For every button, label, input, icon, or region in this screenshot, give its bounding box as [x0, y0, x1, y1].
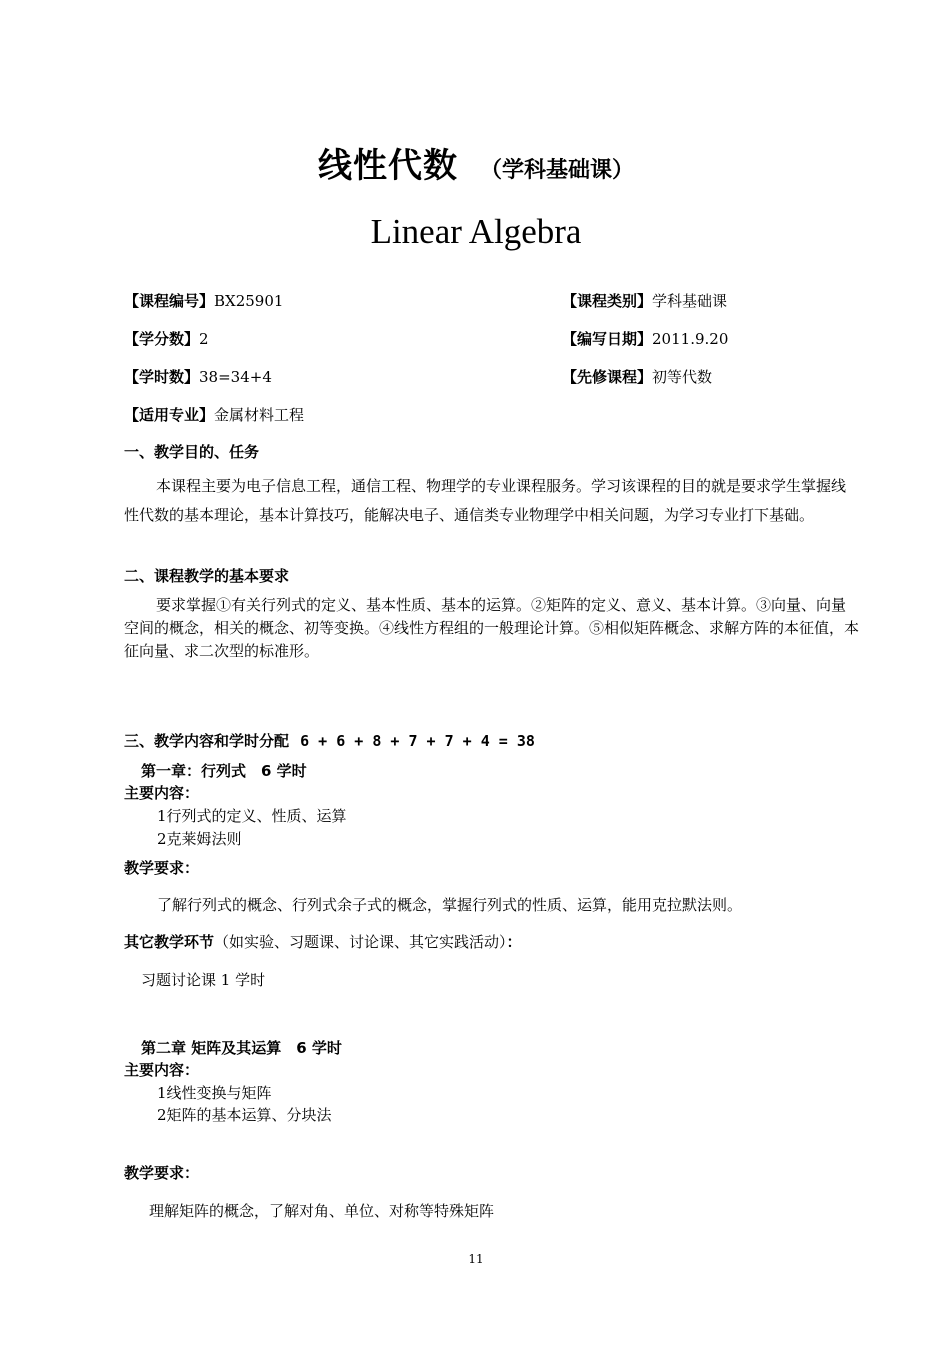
meta-major: [124, 404, 304, 425]
chapter1-content-label: 主要内容：: [124, 784, 200, 802]
chapter1-other-note: （如实验、习题课、讨论课、其它实践活动）: [214, 933, 507, 951]
section3-heading-line: [124, 730, 535, 751]
meta-value: 学科基础课: [652, 292, 728, 310]
meta-value: BX25901: [214, 292, 284, 310]
meta-key: 【学分数】: [124, 330, 200, 348]
chapter2-item: 2矩阵的基本运算、分块法: [157, 1106, 332, 1124]
chapter2-item: 1线性变换与矩阵: [157, 1084, 272, 1102]
chapter1-item: 1行列式的定义、性质、运算: [157, 807, 347, 825]
chapter1-req: 了解行列式的概念、行列式余子式的概念，掌握行列式的性质、运算，能用克拉默法则。: [157, 896, 743, 914]
meta-date: [562, 328, 728, 349]
meta-value: 初等代数: [652, 368, 713, 386]
meta-value: 2: [199, 330, 209, 348]
chapter2-content-label: 主要内容：: [124, 1061, 200, 1079]
meta-key: 【课程类别】: [562, 292, 653, 310]
title-chinese: 线性代数: [317, 146, 458, 186]
meta-credits: [124, 328, 209, 349]
section2-body: 要求掌握①有关行列式的定义、基本性质、基本的运算。②矩阵的定义、意义、基本计算。③向量、向量空间的概念，相关的概念、初等变换。④线性方程组的一般理论计算。⑤相似矩阵概念、求解方阵的本征值，本征向量、求二次型的标准形。: [124, 596, 860, 660]
meta-key: 【课程编号】: [124, 292, 215, 310]
meta-prereq: [562, 366, 712, 387]
title-category: （学科基础课）: [479, 157, 634, 183]
section2-heading: 二、课程教学的基本要求: [124, 567, 290, 585]
chapter1-title: 第一章：行列式 6 学时: [141, 762, 307, 780]
meta-key: 【先修课程】: [562, 368, 653, 386]
meta-value: 38=34+4: [199, 368, 272, 386]
meta-value: 2011.9.20: [652, 330, 729, 348]
meta-key: 【适用专业】: [124, 406, 215, 424]
chapter1-other-label: 其它教学环节: [124, 933, 215, 951]
hours-formula: 6 + 6 + 8 + 7 + 7 + 4 = 38: [300, 732, 535, 750]
chapter1-other-line: [124, 931, 522, 952]
page-number: 11: [468, 1252, 484, 1266]
chapter1-other-text: 习题讨论课 1 学时: [141, 971, 266, 989]
meta-value: 金属材料工程: [214, 406, 305, 424]
chapter1-req-label: 教学要求：: [124, 859, 200, 877]
chapter2-req-label: 教学要求：: [124, 1164, 200, 1182]
chapter1-other-colon: ：: [506, 933, 522, 951]
chapter2-title: 第二章 矩阵及其运算 6 学时: [141, 1039, 342, 1057]
chapter2-req: 理解矩阵的概念，了解对角、单位、对称等特殊矩阵: [149, 1202, 495, 1220]
meta-course-type: [562, 290, 727, 311]
document-title: [0, 138, 952, 187]
meta-key: 【学时数】: [124, 368, 200, 386]
section3-heading: 三、教学内容和学时分配: [124, 732, 290, 750]
section1-heading: 一、教学目的、任务: [124, 443, 260, 461]
title-english: Linear Algebra: [370, 212, 582, 251]
meta-hours: [124, 366, 272, 387]
section1-body: 本课程主要为电子信息工程，通信工程、物理学的专业课程服务。学习该课程的目的就是要求学生掌握线性代数的基本理论，基本计算技巧，能解决电子、通信类专业物理学中相关问题，为学习专业打下基础。: [124, 477, 847, 524]
chapter1-item: 2克莱姆法则: [157, 830, 242, 848]
meta-course-code: [124, 290, 283, 311]
meta-key: 【编写日期】: [562, 330, 653, 348]
